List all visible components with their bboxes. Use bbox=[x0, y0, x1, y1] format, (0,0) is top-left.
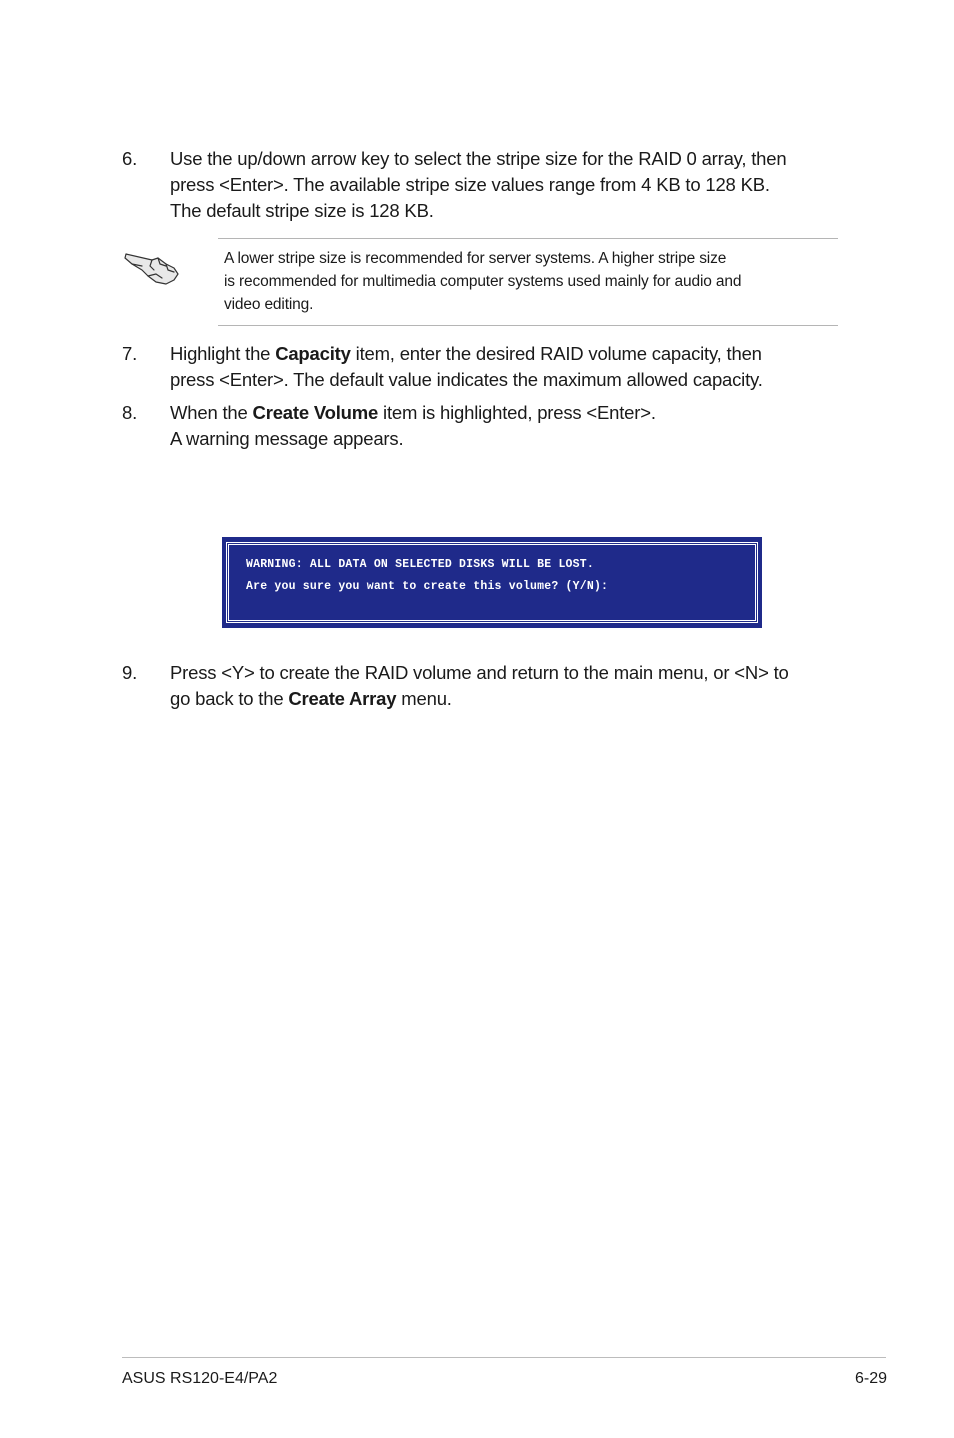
step-text bbox=[170, 146, 842, 224]
step-line: Use the up/down arrow key to select the stripe size for the RAID 0 array, then bbox=[170, 148, 787, 169]
step-number: 8. bbox=[122, 402, 138, 423]
step-line bbox=[170, 686, 842, 712]
note-line: A lower stripe size is recommended for server systems. A higher stripe size bbox=[224, 250, 727, 267]
footer-page-number: 6-29 bbox=[854, 1370, 887, 1387]
ui-term-create-array: Create Array bbox=[288, 688, 397, 709]
step-text-part: item is highlighted, press <Enter>. bbox=[378, 402, 656, 423]
step-text-part: Highlight the bbox=[170, 343, 276, 364]
step-line: press <Enter>. The available stripe size values range from 4 KB to 128 KB. bbox=[170, 174, 770, 195]
step-number: 7. bbox=[122, 343, 138, 364]
confirm-prompt: Are you sure you want to create this volume? (Y/N): bbox=[246, 580, 609, 593]
note-text bbox=[224, 247, 834, 316]
step-text bbox=[170, 341, 842, 393]
step-text-part: go back to the bbox=[170, 688, 289, 709]
step-text-part: When the bbox=[170, 402, 253, 423]
step-text-part: menu. bbox=[396, 688, 452, 709]
step-text-part: item, enter the desired RAID volume capacity, then bbox=[350, 343, 762, 364]
note-line: video editing. bbox=[224, 296, 314, 313]
step-text bbox=[170, 660, 842, 712]
step-line: A warning message appears. bbox=[170, 428, 404, 449]
step-line: press <Enter>. The default value indicates the maximum allowed capacity. bbox=[170, 369, 763, 390]
step-number: 6. bbox=[122, 148, 138, 169]
pointing-hand-icon bbox=[122, 244, 180, 288]
step-line: The default stripe size is 128 KB. bbox=[170, 200, 434, 221]
warning-message: WARNING: ALL DATA ON SELECTED DISKS WILL BE LOST. bbox=[246, 558, 594, 571]
step-line: Press <Y> to create the RAID volume and return to the main menu, or <N> to bbox=[170, 662, 789, 683]
note-line: is recommended for multimedia computer systems used mainly for audio and bbox=[224, 273, 742, 290]
ui-term-capacity: Capacity bbox=[275, 343, 351, 364]
footer-divider bbox=[122, 1357, 886, 1358]
step-line bbox=[170, 400, 842, 426]
footer-product-name: ASUS RS120-E4/PA2 bbox=[122, 1370, 278, 1387]
step-number: 9. bbox=[122, 662, 138, 683]
step-line bbox=[170, 341, 842, 367]
warning-console bbox=[222, 537, 762, 628]
step-text bbox=[170, 400, 842, 452]
note-box bbox=[218, 238, 838, 326]
ui-term-create-volume: Create Volume bbox=[252, 402, 379, 423]
